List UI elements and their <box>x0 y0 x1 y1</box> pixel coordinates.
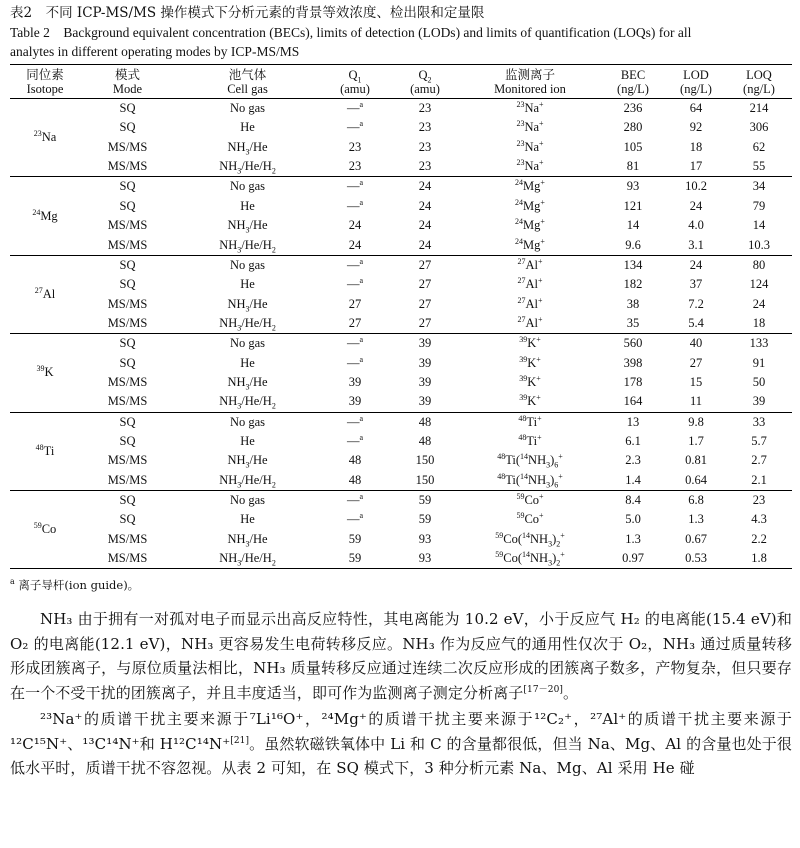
loq-cell: 14 <box>752 218 766 233</box>
bec-cell: 236 <box>623 101 643 116</box>
cell-gas-cell <box>175 294 320 314</box>
mode-cell: SQ <box>119 198 136 213</box>
mode-cell: SQ <box>119 257 136 272</box>
loq-cell: 50 <box>752 375 766 390</box>
loq-cell: 24 <box>752 296 766 311</box>
loq-cell: 214 <box>749 101 769 116</box>
mode-cell: SQ <box>119 277 136 292</box>
q2-cell: 24 <box>418 218 432 233</box>
bec-cell: 6.1 <box>625 433 641 448</box>
q1-cell: —$^a$ <box>346 335 364 351</box>
monitored-ion-cell: $^{23}$Na+ <box>516 119 544 135</box>
monitored-ion-cell: $^{27}$Al+ <box>517 275 543 292</box>
header-bec: BEC (ng/L) <box>617 68 649 96</box>
table-row <box>10 490 792 510</box>
data-table <box>10 64 792 569</box>
mode-cell: MS/MS <box>107 472 148 487</box>
cell-gas-text: $NH_3/He$ <box>227 375 268 392</box>
monitored-ion-cell: $^{24}$Mg+ <box>515 217 545 233</box>
cell-gas-cell <box>175 334 320 354</box>
cell-gas-text: $NH_3/He/H_2$ <box>219 237 276 255</box>
bec-cell: 2.3 <box>625 453 641 468</box>
cell-gas-text: $NH_3/He/H_2$ <box>219 316 276 333</box>
monitored-ion-cell: $^{48}Ti(^{14}NH_3)_6^+$ <box>497 471 563 490</box>
mode-cell: MS/MS <box>107 296 148 311</box>
table-row <box>10 275 792 295</box>
q1-cell: 27 <box>348 296 362 311</box>
mode-cell: MS/MS <box>107 375 148 390</box>
table-row <box>10 353 792 373</box>
q1-cell: 39 <box>348 394 362 409</box>
table-row <box>10 412 792 432</box>
loq-cell: 18 <box>752 316 766 331</box>
q2-cell: 23 <box>418 139 432 154</box>
bec-cell: 93 <box>626 179 640 194</box>
cell-gas-text: $NH_3/He$ <box>227 296 268 314</box>
cell-gas-text: He <box>240 355 255 370</box>
monitored-ion-cell: $^{23}$Na+ <box>516 99 544 116</box>
loq-cell: 62 <box>752 139 766 154</box>
lod-cell: 0.53 <box>685 551 707 566</box>
mode-cell: SQ <box>119 179 136 194</box>
header-mode: 模式 Mode <box>112 68 143 96</box>
loq-cell: 80 <box>752 257 766 272</box>
loq-cell: 133 <box>749 336 769 351</box>
cell-gas-text: He <box>240 120 255 135</box>
mode-cell: SQ <box>119 492 136 507</box>
loq-cell: 34 <box>752 179 766 194</box>
bec-cell: 560 <box>623 336 643 351</box>
bec-cell: 280 <box>623 120 643 135</box>
q1-cell: 59 <box>348 531 362 546</box>
table-row <box>10 118 792 138</box>
mode-cell: SQ <box>119 355 136 370</box>
loq-cell: 2.1 <box>751 472 767 487</box>
loq-cell: 55 <box>752 159 766 174</box>
table-row <box>10 314 792 334</box>
cell-gas-cell <box>175 196 320 216</box>
bec-cell: 35 <box>626 316 640 331</box>
bec-cell: 14 <box>626 218 640 233</box>
q1-cell: —$^a$ <box>346 197 364 213</box>
loq-cell: 306 <box>749 120 769 135</box>
lod-cell: 17 <box>689 159 703 174</box>
monitored-ion-cell: $^{27}$Al+ <box>517 295 543 311</box>
q1-cell: —$^a$ <box>346 413 364 429</box>
loq-cell: 124 <box>749 277 769 292</box>
bec-cell: 105 <box>623 139 643 154</box>
lod-cell: 0.64 <box>685 472 707 487</box>
loq-cell: 2.7 <box>751 453 767 468</box>
cell-gas-text: $NH_3/He/H_2$ <box>219 394 276 411</box>
cell-gas-cell <box>175 392 320 412</box>
cell-gas-cell <box>175 530 320 550</box>
header-cell-gas: 池气体 Cell gas <box>227 68 268 96</box>
body-paragraph-2: ²³Na⁺的质谱干扰主要来源于⁷Li¹⁶O⁺，²⁴Mg⁺的质谱干扰主要来源于¹²C₂⁺，²⁷Al⁺的质谱干扰主要来源于¹²C¹⁵N⁺、¹³C¹⁴N⁺和 H¹²C¹⁴N⁺[21]。虽然软磁铁氧体中 Li 和 C 的含量都很低，但当 Na、Mg、Al 的含量也处于很低水平时，质谱干扰不容忽视。从表 2 可知，在 SQ 模式下，3 种分析元素 Na、Mg、Al 采用 He 碰 <box>10 710 792 778</box>
bec-cell: 0.97 <box>622 551 644 566</box>
monitored-ion-cell: $^{39}$K+ <box>519 354 541 370</box>
cell-gas-cell <box>175 236 320 256</box>
mode-cell: SQ <box>119 336 136 351</box>
cell-gas-text: No gas <box>229 414 266 429</box>
loq-cell: 1.8 <box>751 551 767 566</box>
header-q2: $Q_2$ (amu) <box>410 68 440 96</box>
isotope-group <box>10 177 792 255</box>
q1-cell: —$^a$ <box>346 256 364 272</box>
table-row <box>10 471 792 491</box>
monitored-ion-cell: $^{48}$Ti+ <box>518 432 542 448</box>
table-row <box>10 294 792 314</box>
table-row <box>10 373 792 393</box>
cell-gas-text: He <box>240 198 255 213</box>
q1-cell: —$^a$ <box>346 354 364 370</box>
cell-gas-text: $NH_3/He/H_2$ <box>219 159 276 176</box>
loq-cell: 39 <box>752 394 766 409</box>
table-row <box>10 549 792 569</box>
q1-cell: 24 <box>348 218 362 233</box>
q2-cell: 23 <box>418 120 432 135</box>
cell-gas-cell <box>175 353 320 373</box>
lod-cell: 64 <box>689 101 703 116</box>
table-footnote: $^a$ 离子导杆(ion guide)。 <box>10 577 140 593</box>
q2-cell: 27 <box>418 277 432 292</box>
cell-gas-cell <box>175 490 320 510</box>
cell-gas-cell <box>175 255 320 275</box>
q2-cell: 27 <box>418 257 432 272</box>
cell-gas-text: $NH_3/He$ <box>227 453 268 470</box>
q1-cell: 24 <box>348 237 362 252</box>
mode-cell: MS/MS <box>107 237 148 252</box>
lod-cell: 24 <box>689 198 703 213</box>
q1-cell: —$^a$ <box>346 432 364 448</box>
table-row <box>10 216 792 236</box>
body-paragraph-1: NH₃ 由于拥有一对孤对电子而显示出高反应特性，其电离能为 10.2 eV，小于反应气 H₂ 的电离能(15.4 eV)和 O₂ 的电离能(12.1 eV)，NH₃ 更容易发生电荷转移反应。NH₃ 作为反应气的通用性仅次于 O₂，NH₃ 通过质量转移形成团簇离子，与原位质量法相比，NH₃ 质量转移反应通过连续二次反应形成的团簇离子数多，产物复杂，但只要存在一个不受干扰的团簇离子，并且丰度适当，即可作为监测离子测定分析离子[17－20]。 <box>10 610 792 702</box>
q2-cell: 59 <box>418 492 432 507</box>
header-loq: LOQ (ng/L) <box>743 68 775 96</box>
monitored-ion-cell: $^{48}Ti(^{14}NH_3)_6^+$ <box>497 452 563 470</box>
isotope-group <box>10 490 792 568</box>
cell-gas-cell <box>175 432 320 452</box>
q1-cell: —$^a$ <box>346 511 364 527</box>
bec-cell: 38 <box>626 296 640 311</box>
lod-cell: 5.4 <box>688 316 704 331</box>
lod-cell: 27 <box>689 355 703 370</box>
q2-cell: 23 <box>418 159 432 174</box>
loq-cell: 91 <box>752 355 766 370</box>
table-row <box>10 177 792 197</box>
bec-cell: 178 <box>623 375 643 390</box>
lod-cell: 6.8 <box>688 492 704 507</box>
lod-cell: 9.8 <box>688 414 704 429</box>
mode-cell: MS/MS <box>107 394 148 409</box>
table-row <box>10 334 792 354</box>
lod-cell: 40 <box>689 336 703 351</box>
lod-cell: 0.67 <box>685 531 707 546</box>
q1-cell: 48 <box>348 472 362 487</box>
isotope-cell: $^{39}$K <box>36 364 54 380</box>
mode-cell: MS/MS <box>107 551 148 566</box>
header-lod: LOD (ng/L) <box>680 68 712 96</box>
bec-cell: 1.3 <box>625 531 641 546</box>
bec-cell: 9.6 <box>625 237 641 252</box>
q2-cell: 59 <box>418 512 432 527</box>
cell-gas-text: No gas <box>229 336 266 351</box>
isotope-group <box>10 334 792 412</box>
monitored-ion-cell: $^{39}$K+ <box>519 393 541 409</box>
lod-cell: 4.0 <box>688 218 704 233</box>
q2-cell: 48 <box>418 414 432 429</box>
q1-cell: 27 <box>348 316 362 331</box>
q2-cell: 150 <box>415 472 435 487</box>
cell-gas-cell <box>175 412 320 432</box>
lod-cell: 10.2 <box>685 179 707 194</box>
bec-cell: 8.4 <box>625 492 641 507</box>
q2-cell: 24 <box>418 179 432 194</box>
cell-gas-text: He <box>240 277 255 292</box>
cell-gas-cell <box>175 471 320 491</box>
cell-gas-text: $NH_3/He$ <box>227 218 268 235</box>
monitored-ion-cell: $^{24}$Mg+ <box>515 178 545 194</box>
mode-cell: SQ <box>119 101 136 116</box>
isotope-cell: $^{48}$Ti <box>35 442 55 458</box>
q1-cell: —$^a$ <box>346 491 364 507</box>
mode-cell: MS/MS <box>107 159 148 174</box>
q2-cell: 24 <box>418 237 432 252</box>
table-row <box>10 510 792 530</box>
q2-cell: 39 <box>418 394 432 409</box>
bec-cell: 134 <box>623 257 643 272</box>
lod-cell: 1.7 <box>688 433 704 448</box>
cell-gas-cell <box>175 118 320 138</box>
cell-gas-text: No gas <box>229 492 266 507</box>
mode-cell: MS/MS <box>107 531 148 546</box>
cell-gas-cell <box>175 138 320 158</box>
cell-gas-text: $NH_3/He/H_2$ <box>219 551 276 568</box>
loq-cell: 10.3 <box>748 237 770 252</box>
loq-cell: 5.7 <box>751 433 767 448</box>
isotope-cell: $^{24}$Mg <box>32 207 58 223</box>
monitored-ion-cell: $^{23}$Na+ <box>516 158 544 174</box>
cell-gas-cell <box>175 549 320 569</box>
monitored-ion-cell: $^{27}$Al+ <box>517 314 543 331</box>
table-row <box>10 255 792 275</box>
q1-cell: 59 <box>348 551 362 566</box>
isotope-group <box>10 412 792 490</box>
cell-gas-cell <box>175 373 320 393</box>
bec-cell: 398 <box>623 355 643 370</box>
cell-gas-cell <box>175 177 320 197</box>
cell-gas-text: He <box>240 433 255 448</box>
monitored-ion-cell: $^{23}$Na+ <box>516 138 544 154</box>
loq-cell: 23 <box>752 492 766 507</box>
cell-gas-cell <box>175 99 320 119</box>
cell-gas-cell <box>175 275 320 295</box>
monitored-ion-cell: $^{59}Co(^{14}NH_3)_2^+$ <box>495 530 565 549</box>
q2-cell: 93 <box>418 531 432 546</box>
paper-page <box>10 4 792 781</box>
q1-cell: —$^a$ <box>346 119 364 135</box>
cell-gas-text: He <box>240 512 255 527</box>
q2-cell: 39 <box>418 336 432 351</box>
lod-cell: 15 <box>689 375 703 390</box>
table-caption-cn: 表2 不同 ICP-MS/MS 操作模式下分析元素的背景等效浓度、检出限和定量限 <box>10 5 485 21</box>
header-q1: $Q_1$ (amu) <box>340 68 370 96</box>
q2-cell: 27 <box>418 296 432 311</box>
mode-cell: MS/MS <box>107 218 148 233</box>
monitored-ion-cell: $^{48}$Ti+ <box>518 413 542 429</box>
q1-cell: 48 <box>348 453 362 468</box>
table-row <box>10 99 792 119</box>
q1-cell: —$^a$ <box>346 275 364 292</box>
table-row <box>10 392 792 412</box>
table-row <box>10 432 792 452</box>
mode-cell: SQ <box>119 512 136 527</box>
q1-cell: 23 <box>348 159 362 174</box>
mode-cell: SQ <box>119 414 136 429</box>
isotope-cell: $^{59}$Co <box>33 520 57 537</box>
monitored-ion-cell: $^{39}$K+ <box>519 373 541 390</box>
lod-cell: 24 <box>689 257 703 272</box>
mode-cell: SQ <box>119 433 136 448</box>
q2-cell: 150 <box>415 453 435 468</box>
table-row <box>10 530 792 550</box>
mode-cell: MS/MS <box>107 316 148 331</box>
monitored-ion-cell: $^{59}$Co+ <box>516 491 544 507</box>
loq-cell: 33 <box>752 414 766 429</box>
q1-cell: —$^a$ <box>346 178 364 194</box>
q1-cell: 23 <box>348 139 362 154</box>
cell-gas-cell <box>175 510 320 530</box>
loq-cell: 2.2 <box>751 531 767 546</box>
mode-cell: MS/MS <box>107 139 148 154</box>
cell-gas-cell <box>175 157 320 177</box>
q1-cell: —$^a$ <box>346 99 364 116</box>
monitored-ion-cell: $^{24}$Mg+ <box>515 236 545 252</box>
lod-cell: 0.81 <box>685 453 707 468</box>
header-isotope: 同位素 Isotope <box>26 68 64 96</box>
table-caption-en-line1: Table 2 Background equivalent concentration (BECs), limits of detection (LODs) and limits of quantification (LOQs) for all <box>10 25 692 40</box>
cell-gas-text: $NH_3/He$ <box>227 531 268 549</box>
lod-cell: 11 <box>689 394 703 409</box>
lod-cell: 92 <box>689 120 703 135</box>
bec-cell: 5.0 <box>625 512 641 527</box>
monitored-ion-cell: $^{24}$Mg+ <box>515 197 545 213</box>
isotope-group <box>10 255 792 333</box>
mode-cell: MS/MS <box>107 453 148 468</box>
lod-cell: 37 <box>689 277 703 292</box>
q1-cell: 39 <box>348 375 362 390</box>
header-monitored-ion: 监测离子 Monitored ion <box>494 68 566 96</box>
table-row <box>10 196 792 216</box>
monitored-ion-cell: $^{27}$Al+ <box>517 256 543 272</box>
q2-cell: 27 <box>418 316 432 331</box>
q2-cell: 23 <box>418 101 432 116</box>
cell-gas-cell <box>175 314 320 334</box>
lod-cell: 7.2 <box>688 296 704 311</box>
cell-gas-text: $NH_3/He/H_2$ <box>219 472 276 490</box>
table-row <box>10 138 792 158</box>
cell-gas-text: No gas <box>229 257 266 272</box>
mode-cell: SQ <box>119 120 136 135</box>
bec-cell: 121 <box>623 198 643 213</box>
q2-cell: 39 <box>418 375 432 390</box>
lod-cell: 3.1 <box>688 237 704 252</box>
isotope-cell: $^{27}$Al <box>34 285 56 301</box>
bec-cell: 1.4 <box>625 472 641 487</box>
monitored-ion-cell: $^{59}$Co+ <box>516 511 544 527</box>
cell-gas-cell <box>175 451 320 471</box>
bec-cell: 182 <box>623 277 643 292</box>
bec-cell: 13 <box>626 414 640 429</box>
lod-cell: 1.3 <box>688 512 704 527</box>
cell-gas-text: No gas <box>229 101 266 116</box>
lod-cell: 18 <box>689 139 703 154</box>
monitored-ion-cell: $^{59}Co(^{14}NH_3)_2^+$ <box>495 550 565 568</box>
q2-cell: 39 <box>418 355 432 370</box>
cell-gas-text: No gas <box>229 179 266 194</box>
q2-cell: 24 <box>418 198 432 213</box>
q2-cell: 93 <box>418 551 432 566</box>
bec-cell: 164 <box>623 394 643 409</box>
table-caption-en-line2: analytes in different operating modes by ICP-MS/MS <box>10 44 300 59</box>
isotope-group <box>10 99 792 177</box>
isotope-cell: $^{23}$Na <box>33 129 57 145</box>
table-row <box>10 236 792 256</box>
bec-cell: 81 <box>626 159 640 174</box>
q2-cell: 48 <box>418 433 432 448</box>
table-row <box>10 157 792 177</box>
table-row <box>10 451 792 471</box>
loq-cell: 79 <box>752 198 766 213</box>
table-header <box>10 65 792 99</box>
cell-gas-text: $NH_3/He$ <box>227 139 268 157</box>
loq-cell: 4.3 <box>751 512 767 527</box>
cell-gas-cell <box>175 216 320 236</box>
monitored-ion-cell: $^{39}$K+ <box>519 335 541 351</box>
